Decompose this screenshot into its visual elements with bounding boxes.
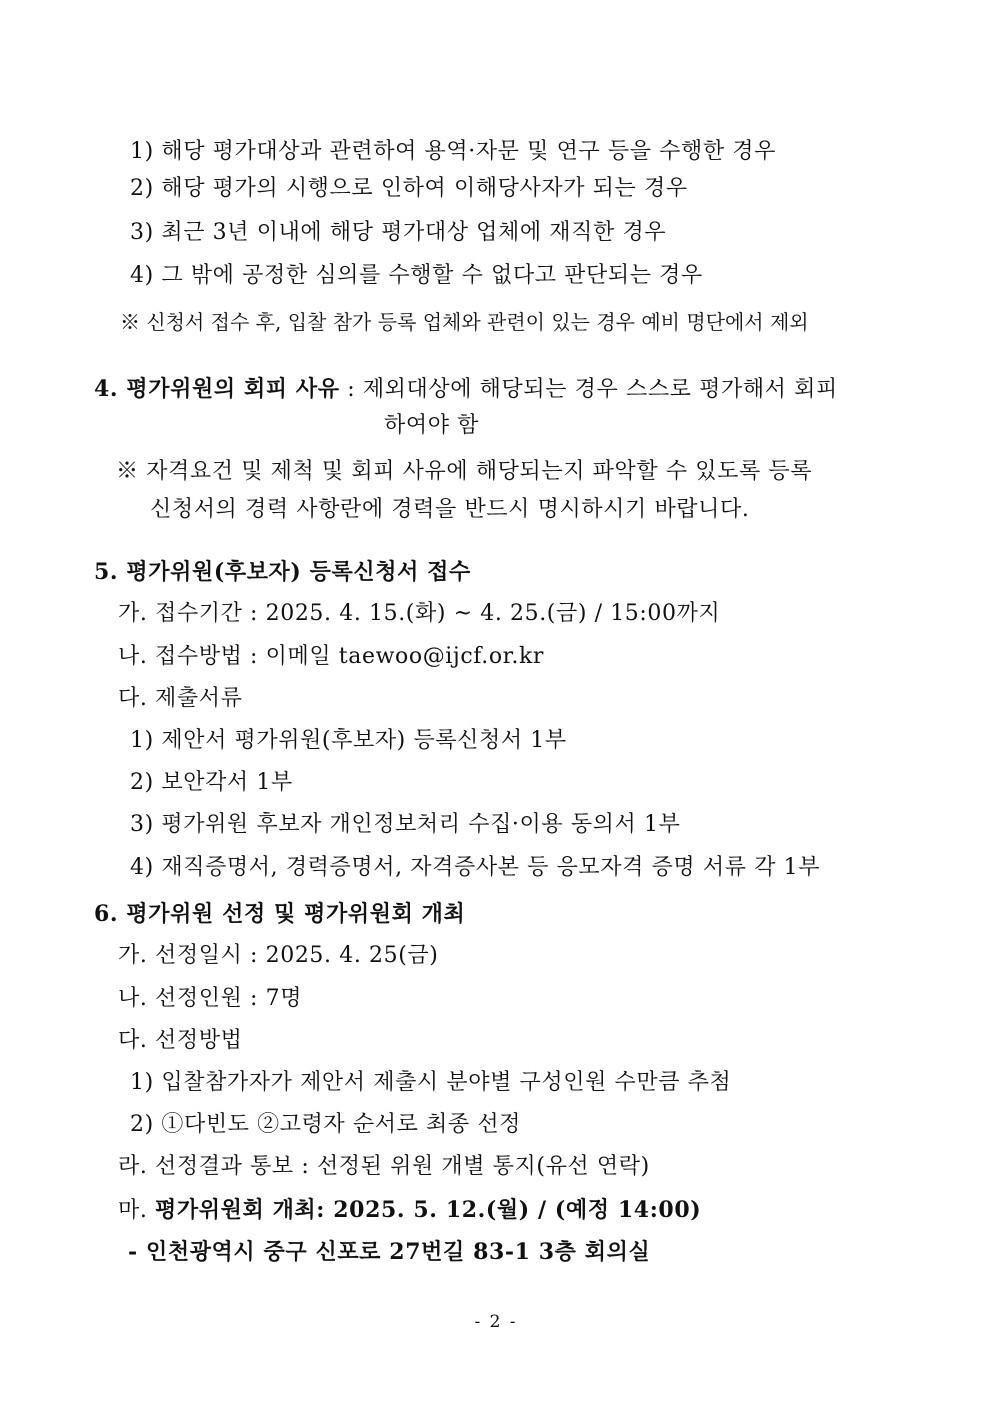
- exclusion-item-1: 1) 해당 평가대상과 관련하여 용역·자문 및 연구 등을 수행한 경우: [130, 139, 777, 164]
- selection-date: 가. 선정일시 : 2025. 4. 25(금): [118, 943, 439, 968]
- meeting-info: [118, 1195, 701, 1226]
- section-4-note-line-1: ※ 자격요건 및 제척 및 회피 사유에 해당되는지 파악할 수 있도록 등록: [116, 459, 813, 484]
- selection-method-2: 2) ①다빈도 ②고령자 순서로 최종 선정: [130, 1112, 522, 1137]
- section-4-desc-continued: 하여야 함: [384, 413, 480, 438]
- document-item-1: 1) 제안서 평가위원(후보자) 등록신청서 1부: [130, 728, 567, 753]
- selection-notice: 라. 선정결과 통보 : 선정된 위원 개별 통지(유선 연락): [118, 1154, 650, 1179]
- document-item-4: 4) 재직증명서, 경력증명서, 자격증사본 등 응모자격 증명 서류 각 1부: [130, 855, 821, 880]
- document-item-3: 3) 평가위원 후보자 개인정보처리 수집·이용 동의서 1부: [130, 812, 681, 837]
- page-number: - 2 -: [474, 1312, 518, 1332]
- required-documents-title: 다. 제출서류: [118, 686, 243, 711]
- meeting-location: - 인천광역시 중구 신포로 27번길 83-1 3층 회의실: [128, 1239, 651, 1265]
- meeting-prefix: 마.: [118, 1198, 156, 1223]
- document-item-2: 2) 보안각서 1부: [130, 770, 293, 795]
- exclusion-item-4: 4) 그 밖에 공정한 심의를 수행할 수 없다고 판단되는 경우: [130, 263, 703, 288]
- application-method: 나. 접수방법 : 이메일 taewoo@ijcf.or.kr: [118, 644, 545, 669]
- section-4-note-line-2: 신청서의 경력 사항란에 경력을 반드시 명시하시기 바랍니다.: [150, 497, 750, 522]
- selection-method-1: 1) 입찰참가자가 제안서 제출시 분야별 구성인원 수만큼 추첨: [130, 1070, 732, 1095]
- exclusion-item-2: 2) 해당 평가의 시행으로 인하여 이해당사자가 되는 경우: [130, 176, 688, 201]
- exclusion-item-3: 3) 최근 3년 이내에 해당 평가대상 업체에 재직한 경우: [130, 220, 667, 245]
- section-4-heading: [94, 374, 838, 405]
- exclusion-note: ※ 신청서 접수 후, 입찰 참가 등록 업체와 관련이 있는 경우 예비 명단에서 제외: [120, 310, 809, 334]
- section-4-title: 4. 평가위원의 회피 사유: [94, 376, 340, 402]
- application-period: 가. 접수기간 : 2025. 4. 15.(화) ~ 4. 25.(금) / 15:00까지: [118, 601, 721, 626]
- section-4-desc: : 제외대상에 해당되는 경우 스스로 평가해서 회피: [347, 377, 838, 402]
- selection-method-title: 다. 선정방법: [118, 1028, 243, 1053]
- selection-count: 나. 선정인원 : 7명: [118, 986, 303, 1011]
- meeting-schedule: 평가위원회 개최: 2025. 5. 12.(월) / (예정 14:00): [155, 1197, 702, 1223]
- section-5-title: 5. 평가위원(후보자) 등록신청서 접수: [94, 559, 471, 585]
- section-6-title: 6. 평가위원 선정 및 평가위원회 개최: [94, 901, 466, 927]
